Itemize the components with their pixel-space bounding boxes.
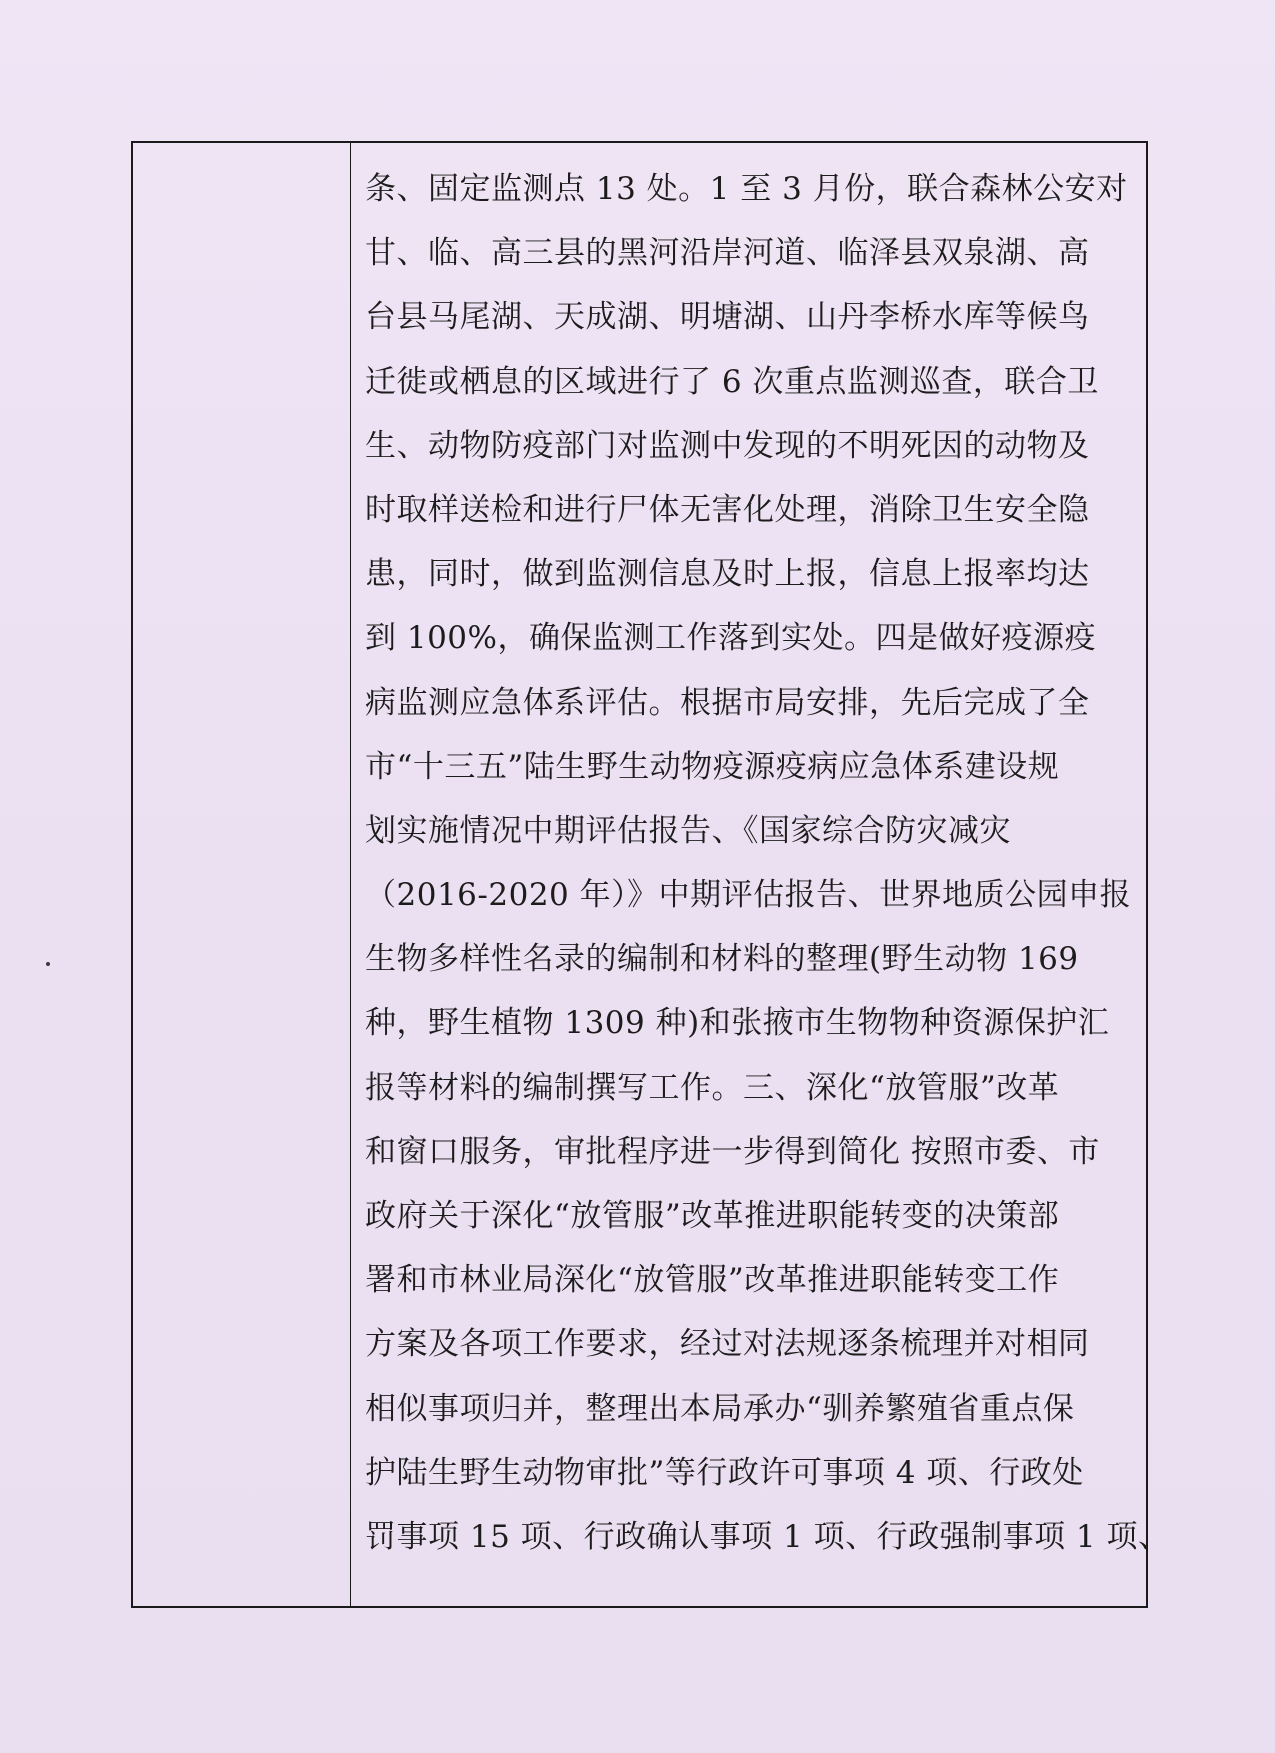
text-line: 罚事项 15 项、行政确认事项 1 项、行政强制事项 1 项、 (365, 1518, 1170, 1555)
text-line: 相似事项归并，整理出本局承办“驯养繁殖省重点保 (365, 1390, 1075, 1427)
text-line: 市“十三五”陆生野生动物疫源疫病应急体系建设规 (365, 748, 1060, 785)
text-line: 署和市林业局深化“放管服”改革推进职能转变工作 (365, 1262, 1060, 1299)
text-line: 患，同时，做到监测信息及时上报，信息上报率均达 (365, 556, 1090, 593)
text-line: 条、固定监测点 13 处。1 至 3 月份，联合森林公安对 (365, 171, 1128, 207)
text-line: 政府关于深化“放管服”改革推进职能转变的决策部 (365, 1198, 1060, 1234)
text-line: 和窗口服务，审批程序进一步得到简化 按照市委、市 (365, 1133, 1100, 1170)
text-line: 时取样送检和进行尸体无害化处理，消除卫生安全隐 (365, 491, 1090, 528)
text-line: 台县马尾湖、天成湖、明塘湖、山丹李桥水库等候鸟 (365, 299, 1090, 336)
text-line: 划实施情况中期评估报告、《国家综合防灾减灾 (365, 812, 1011, 849)
content-table (131, 141, 1170, 1608)
table-left-cell (133, 143, 351, 1606)
table-right-cell (351, 143, 1170, 1606)
text-line: 甘、临、高三县的黑河沿岸河道、临泽县双泉湖、高 (365, 235, 1090, 272)
text-line: 报等材料的编制撰写工作。三、深化“放管服”改革 (365, 1069, 1060, 1106)
scan-speck (46, 962, 50, 966)
text-line: 病监测应急体系评估。根据市局安排，先后完成了全 (365, 684, 1090, 721)
text-line: 迁徙或栖息的区域进行了 6 次重点监测巡查，联合卫 (365, 363, 1099, 400)
text-line: 种，野生植物 1309 种)和张掖市生物物种资源保护汇 (365, 1005, 1110, 1042)
text-line: （2016-2020 年）》中期评估报告、世界地质公园申报 (365, 877, 1132, 914)
text-line: 到 100%，确保监测工作落到实处。四是做好疫源疫 (365, 620, 1096, 657)
text-line: 方案及各项工作要求，经过对法规逐条梳理并对相同 (365, 1326, 1090, 1363)
text-line: 生、动物防疫部门对监测中发现的不明死因的动物及 (365, 427, 1090, 464)
text-line: 护陆生野生动物审批”等行政许可事项 4 项、行政处 (365, 1454, 1084, 1491)
text-line: 生物多样性名录的编制和材料的整理(野生动物 169 (365, 941, 1079, 978)
